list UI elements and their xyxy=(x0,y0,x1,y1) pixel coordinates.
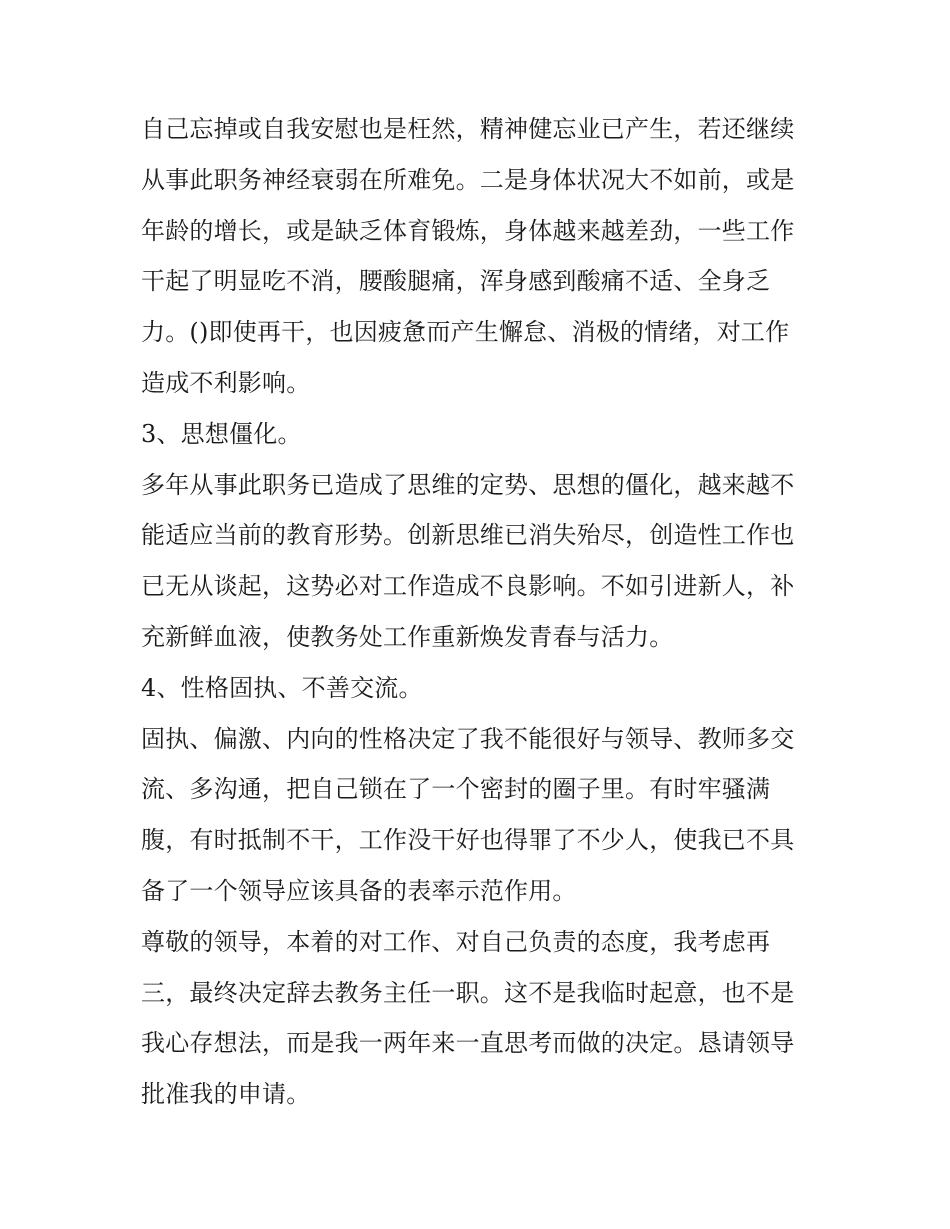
text-line: 已无从谈起，这势必对工作造成不良影响。不如引进新人，补 xyxy=(141,572,795,601)
text-line: 干起了明显吃不消，腰酸腿痛，浑身感到酸痛不适、全身乏 xyxy=(141,267,771,296)
text-line: 我心存想法，而是我一两年来一直思考而做的决定。恳请领导 xyxy=(141,1029,795,1058)
document-body xyxy=(141,104,821,1120)
section-heading: 3、思想僵化。 xyxy=(141,419,302,448)
text-line: 腹，有时抵制不干，工作没干好也得罪了不少人，使我已不具 xyxy=(141,826,795,855)
text-line: 尊敬的领导，本着的对工作、对自己负责的态度，我考虑再 xyxy=(141,927,771,956)
text-line: 从事此职务神经衰弱在所难免。二是身体状况大不如前，或是 xyxy=(141,165,795,194)
text-line: 造成不利影响。 xyxy=(141,368,311,397)
text-line: 固执、偏激、内向的性格决定了我不能很好与领导、教师多交 xyxy=(141,724,795,753)
text-line: 自己忘掉或自我安慰也是枉然，精神健忘业已产生，若还继续 xyxy=(141,115,795,143)
text-line: 年龄的增长，或是缺乏体育锻炼，身体越来越差劲，一些工作 xyxy=(141,216,795,245)
text-line: 流、多沟通，把自己锁在了一个密封的圈子里。有时牢骚满 xyxy=(141,775,771,804)
text-line: 批准我的申请。 xyxy=(141,1080,311,1109)
text-line: 充新鲜血液，使教务处工作重新焕发青春与活力。 xyxy=(141,622,674,651)
section-heading: 4、性格固执、不善交流。 xyxy=(141,673,423,702)
text-line: 备了一个领导应该具备的表率示范作用。 xyxy=(141,876,577,905)
text-line: 多年从事此职务已造成了思维的定势、思想的僵化，越来越不 xyxy=(141,470,795,499)
text-line: 能适应当前的教育形势。创新思维已消失殆尽，创造性工作也 xyxy=(141,521,795,550)
text-line: 力。()即使再干，也因疲惫而产生懈怠、消极的情绪，对工作 xyxy=(141,318,790,347)
text-line: 三，最终决定辞去教务主任一职。这不是我临时起意，也不是 xyxy=(141,978,795,1007)
